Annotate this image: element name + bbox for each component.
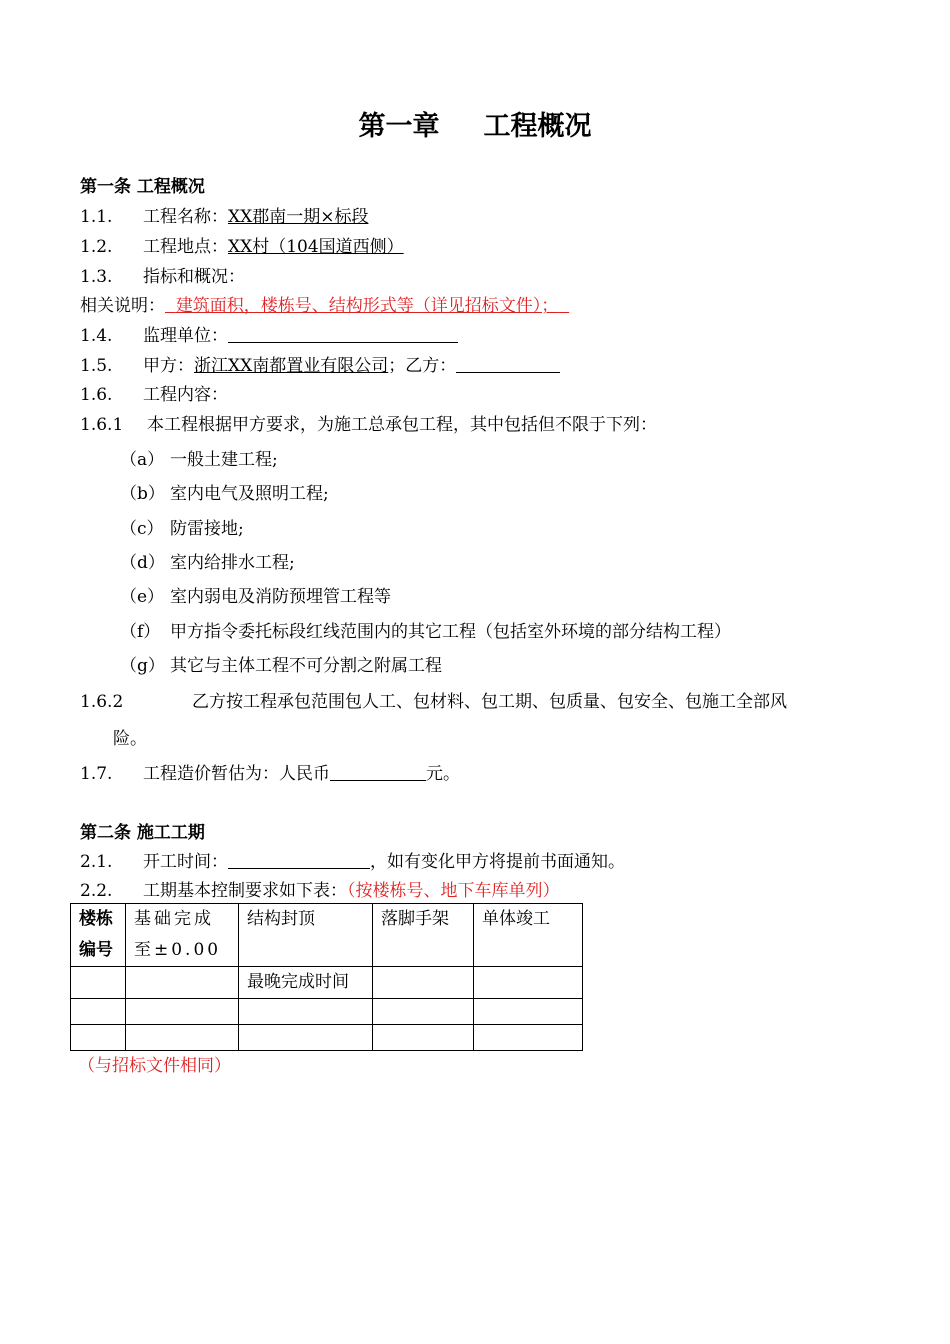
table-header-cell: 楼栋编号 — [71, 904, 126, 967]
table-cell — [71, 1025, 126, 1051]
schedule-table — [70, 903, 583, 1051]
schedule-note: （按楼栋号、地下车库单列） — [347, 881, 560, 901]
party-a: 浙江XX南都置业有限公司 — [194, 356, 389, 376]
item-2-1: 2.1. 开工时间： ，如有变化甲方将提前书面通知。 — [80, 852, 625, 872]
table-cell — [373, 967, 474, 999]
supervisor-blank — [228, 325, 458, 343]
item-1-2: 1.2. 工程地点：XX村（104国道西侧） — [80, 237, 404, 257]
table-row — [71, 999, 583, 1025]
chapter-number: 第一章 — [358, 111, 440, 142]
table-cell — [126, 967, 239, 999]
cost-blank — [330, 763, 426, 781]
chapter-heading — [0, 104, 950, 143]
table-cell — [126, 1025, 239, 1051]
party-b-blank — [456, 355, 560, 373]
list-item: （d） 室内给排水工程; — [120, 553, 295, 573]
table-cell — [239, 999, 373, 1025]
table-cell: 最晚完成时间 — [239, 967, 373, 999]
list-item: （a） 一般土建工程; — [120, 450, 278, 470]
table-row — [71, 904, 583, 967]
item-1-1: 1.1. 工程名称：XX郡南一期×标段 — [80, 207, 369, 227]
table-cell — [71, 999, 126, 1025]
item-1-7: 1.7. 工程造价暂估为：人民币 元。 — [80, 764, 460, 784]
list-item: （g） 其它与主体工程不可分割之附属工程 — [120, 656, 442, 676]
table-cell — [373, 999, 474, 1025]
table-cell — [126, 999, 239, 1025]
project-name: XX郡南一期×标段 — [228, 207, 369, 227]
item-1-6-2-cont: 险。 — [113, 729, 147, 749]
item-1-6-1: 1.6.1 本工程根据甲方要求，为施工总承包工程，其中包括但不限于下列： — [80, 415, 657, 435]
item-1-5: 1.5. 甲方：浙江XX南都置业有限公司；乙方： — [80, 351, 560, 376]
item-1-4: 1.4. 监理单位： — [80, 321, 458, 346]
project-location: XX村（104国道西侧） — [228, 237, 404, 257]
related-note-value: 建筑面积，楼栋号、结构形式等（详见招标文件）； — [175, 296, 559, 316]
table-cell — [474, 1025, 583, 1051]
section-2-title: 第二条 施工工期 — [80, 823, 205, 843]
table-cell — [373, 1025, 474, 1051]
table-header-cell: 单体竣工 — [474, 904, 583, 967]
item-2-2: 2.2. 工期基本控制要求如下表：（按楼栋号、地下车库单列） — [80, 881, 560, 901]
item-1-6-2: 1.6.2 乙方按工程承包范围包人工、包材料、包工期、包质量、包安全、包施工全部风 — [80, 692, 787, 712]
table-header-cell: 结构封顶 — [239, 904, 373, 967]
list-item: （b） 室内电气及照明工程; — [120, 484, 329, 504]
list-item: （f） 甲方指令委托标段红线范围内的其它工程（包括室外环境的部分结构工程） — [120, 622, 731, 642]
table-cell — [474, 967, 583, 999]
table-row — [71, 967, 583, 999]
table-cell — [474, 999, 583, 1025]
item-1-6: 1.6. 工程内容： — [80, 385, 228, 405]
start-date-blank — [228, 851, 370, 869]
table-cell — [71, 967, 126, 999]
table-row — [71, 1025, 583, 1051]
section-1-title: 第一条 工程概况 — [80, 177, 205, 197]
table-header-cell: 落脚手架 — [373, 904, 474, 967]
item-1-3: 1.3. 指标和概况： — [80, 267, 245, 287]
chapter-title: 工程概况 — [483, 111, 592, 142]
table-footnote: （与招标文件相同） — [78, 1056, 231, 1076]
table-cell — [239, 1025, 373, 1051]
list-item: （e） 室内弱电及消防预埋管工程等 — [120, 587, 391, 607]
list-item: （c） 防雷接地; — [120, 519, 244, 539]
table-header-cell: 基础完成至±0.00 — [126, 904, 239, 967]
related-note: 相关说明： 建筑面积，楼栋号、结构形式等（详见招标文件）； — [80, 291, 569, 316]
